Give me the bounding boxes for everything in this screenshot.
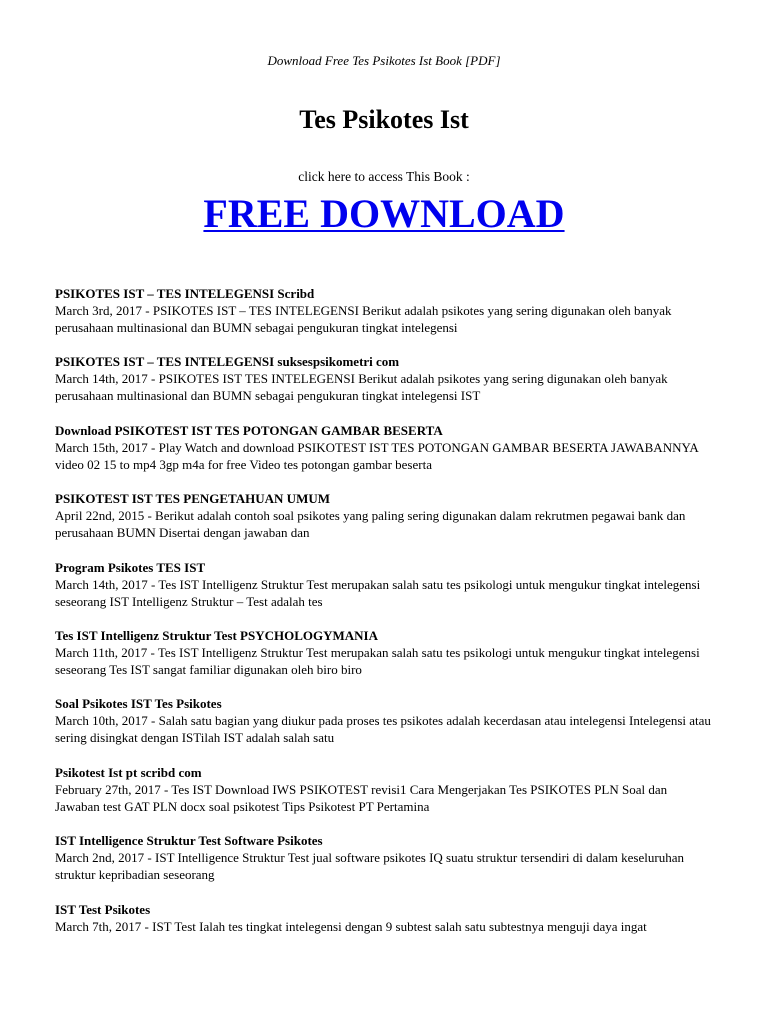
entry-title: Download PSIKOTEST IST TES POTONGAN GAMBAR BESERTA bbox=[55, 422, 443, 438]
entry-text: March 3rd, 2017 - PSIKOTES IST – TES INTELEGENSI Berikut adalah psikotes yang sering digunakan oleh banyak perusahaan multinasional dan BUMN sebagai pengukuran tingkat intelegensi bbox=[55, 303, 672, 335]
list-item bbox=[55, 695, 715, 763]
entries-list bbox=[55, 285, 715, 969]
free-download-link[interactable]: FREE DOWNLOAD bbox=[203, 191, 565, 236]
entry-title: Tes IST Intelligenz Struktur Test PSYCHOLOGYMANIA bbox=[55, 627, 379, 643]
entry-title: IST Test Psikotes bbox=[55, 901, 151, 917]
entry-text: March 10th, 2017 - Salah satu bagian yang diukur pada proses tes psikotes adalah kecerdasan atau intelegensi Intelegensi atau sering disingkat dengan ISTilah IST adalah salah satu bbox=[55, 713, 711, 746]
list-item bbox=[55, 901, 715, 969]
entry-title: PSIKOTES IST – TES INTELEGENSI Scribd bbox=[55, 286, 315, 301]
entry-title: Program Psikotes TES IST bbox=[55, 559, 206, 575]
entry-text: March 15th, 2017 - Play Watch and download PSIKOTEST IST TES POTONGAN GAMBAR BESERTA JAWABANNYA video 02 15 to mp4 3gp m4a for free Video tes potongan gambar beserta bbox=[55, 439, 699, 472]
list-item bbox=[55, 353, 715, 421]
list-item bbox=[55, 559, 715, 627]
list-item bbox=[55, 764, 715, 832]
entry-title: PSIKOTES IST – TES INTELEGENSI suksespsikometri com bbox=[55, 354, 400, 370]
entry-title: Psikotest Ist pt scribd com bbox=[55, 764, 202, 780]
entry-title: Soal Psikotes IST Tes Psikotes bbox=[55, 696, 222, 712]
entry-title: PSIKOTEST IST TES PENGETAHUAN UMUM bbox=[55, 491, 330, 507]
entry-title: IST Intelligence Struktur Test Software Psikotes bbox=[55, 833, 323, 849]
access-text: click here to access This Book : bbox=[298, 169, 470, 184]
entry-text: April 22nd, 2015 - Berikut adalah contoh soal psikotes yang paling sering digunakan dalam rekrutmen pegawai bank dan perusahaan BUMN Disertai dengan jawaban dan bbox=[55, 508, 686, 541]
entry-text: March 2nd, 2017 - IST Intelligence Struktur Test jual software psikotes IQ suatu struktur tersendiri di dalam keseluruhan struktur kepribadian seseorang bbox=[55, 850, 684, 883]
entry-text: March 7th, 2017 - IST Test Ialah tes tingkat intelegensi dengan 9 subtest salah satu subtestnya menguji daya ingat bbox=[55, 918, 647, 934]
entry-text: February 27th, 2017 - Tes IST Download IWS PSIKOTEST revisi1 Cara Mengerjakan Tes PSIKOTES PLN Soal dan Jawaban test GAT PLN docx soal psikotest Tips Psikotest PT Pertamina bbox=[55, 781, 668, 814]
entry-text: March 14th, 2017 - PSIKOTES IST TES INTELEGENSI Berikut adalah psikotes yang sering digunakan oleh banyak perusahaan multinasional dan BUMN sebagai pengukuran tingkat intelegensi IST bbox=[55, 371, 668, 404]
list-item bbox=[55, 285, 715, 353]
page-title: Tes Psikotes Ist bbox=[299, 105, 469, 134]
list-item bbox=[55, 490, 715, 558]
entry-text: March 11th, 2017 - Tes IST Intelligenz Struktur Test merupakan salah satu tes psikologi untuk mengukur tingkat intelegensi seseorang Tes IST sangat familiar digunakan oleh biro biro bbox=[55, 644, 700, 677]
list-item bbox=[55, 422, 715, 490]
entry-text: March 14th, 2017 - Tes IST Intelligenz Struktur Test merupakan salah satu tes psikologi untuk mengukur tingkat intelegensi seseorang IST Intelligenz Struktur – Test adalah tes bbox=[55, 576, 701, 609]
list-item bbox=[55, 832, 715, 900]
list-item bbox=[55, 627, 715, 695]
free-download-container bbox=[0, 190, 768, 238]
running-header: Download Free Tes Psikotes Ist Book [PDF] bbox=[267, 53, 501, 68]
